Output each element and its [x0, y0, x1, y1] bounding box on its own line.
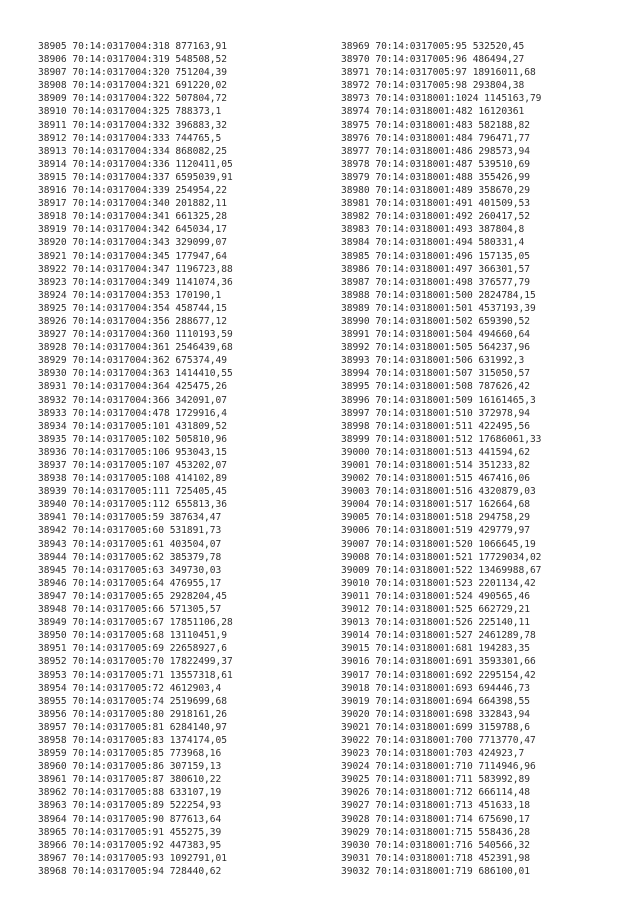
record-row: 38954 70:14:0317005:72 4612903,4 [38, 682, 222, 694]
record-row: 39027 70:14:0318001:713 451633,18 [341, 800, 530, 812]
record-row: 38967 70:14:0317005:93 1092791,01 [38, 852, 227, 864]
record-row: 39018 70:14:0318001:693 694446,73 [341, 682, 530, 694]
record-row: 39023 70:14:0318001:703 424923,7 [341, 748, 525, 760]
record-row: 39006 70:14:0318001:519 429779,97 [341, 525, 530, 537]
record-row: 38994 70:14:0318001:507 315050,57 [341, 368, 530, 380]
record-row: 38934 70:14:0317005:101 431809,52 [38, 420, 227, 432]
record-row: 38997 70:14:0318001:510 372978,94 [341, 407, 530, 419]
record-row: 39025 70:14:0318001:711 583992,89 [341, 774, 530, 786]
record-row: 38992 70:14:0318001:505 564237,96 [341, 342, 530, 354]
record-row: 39028 70:14:0318001:714 675690,17 [341, 813, 530, 825]
record-row: 38942 70:14:0317005:60 531891,73 [38, 525, 222, 537]
record-row: 38995 70:14:0318001:508 787626,42 [341, 381, 530, 393]
record-row: 38960 70:14:0317005:86 307159,13 [38, 761, 222, 773]
record-row: 38972 70:14:0317005:98 293804,38 [341, 80, 525, 92]
record-row: 38920 70:14:0317004:343 329099,07 [38, 237, 227, 249]
record-row: 38965 70:14:0317005:91 455275,39 [38, 826, 222, 838]
record-row: 38936 70:14:0317005:106 953043,15 [38, 446, 227, 458]
record-row: 38929 70:14:0317004:362 675374,49 [38, 355, 227, 367]
record-row: 39017 70:14:0318001:692 2295154,42 [341, 669, 536, 681]
record-row: 38951 70:14:0317005:69 22658927,6 [38, 643, 227, 655]
record-row: 38916 70:14:0317004:339 254954,22 [38, 185, 227, 197]
record-row: 38999 70:14:0318001:512 17686061,33 [341, 433, 542, 445]
record-row: 39032 70:14:0318001:719 686100,01 [341, 865, 530, 877]
record-row: 38946 70:14:0317005:64 476955,17 [38, 577, 222, 589]
record-row: 38983 70:14:0318001:493 387804,8 [341, 224, 525, 236]
record-row: 38971 70:14:0317005:97 18916011,68 [341, 67, 536, 79]
record-row: 38982 70:14:0318001:492 260417,52 [341, 211, 530, 223]
record-row: 39024 70:14:0318001:710 7114946,96 [341, 761, 536, 773]
record-row: 38939 70:14:0317005:111 725405,45 [38, 486, 227, 498]
right-record-column [341, 40, 631, 878]
record-row: 39016 70:14:0318001:691 3593301,66 [341, 656, 536, 668]
record-row: 39031 70:14:0318001:718 452391,98 [341, 852, 530, 864]
record-row: 38968 70:14:0317005:94 728440,62 [38, 865, 222, 877]
record-row: 38985 70:14:0318001:496 157135,05 [341, 250, 530, 262]
record-row: 38907 70:14:0317004:320 751204,39 [38, 67, 227, 79]
record-row: 38955 70:14:0317005:74 2519699,68 [38, 695, 227, 707]
record-row: 39030 70:14:0318001:716 540566,32 [341, 839, 530, 851]
record-row: 38976 70:14:0318001:484 796471,77 [341, 132, 530, 144]
record-row: 38912 70:14:0317004:333 744765,5 [38, 132, 222, 144]
record-row: 39029 70:14:0318001:715 558436,28 [341, 826, 530, 838]
record-row: 38938 70:14:0317005:108 414102,89 [38, 473, 227, 485]
record-row: 38974 70:14:0318001:482 16120361 [341, 106, 525, 118]
record-row: 38993 70:14:0318001:506 631992,3 [341, 355, 525, 367]
record-row: 39020 70:14:0318001:698 332843,94 [341, 708, 530, 720]
record-row: 39019 70:14:0318001:694 664398,55 [341, 695, 530, 707]
record-row: 38984 70:14:0318001:494 580331,4 [341, 237, 525, 249]
record-row: 38905 70:14:0317004:318 877163,91 [38, 41, 227, 52]
record-row: 38958 70:14:0317005:83 1374174,05 [38, 734, 227, 746]
record-row: 38970 70:14:0317005:96 486494,27 [341, 54, 525, 66]
record-row: 38969 70:14:0317005:95 532520,45 [341, 41, 525, 52]
record-row: 38911 70:14:0317004:332 396883,32 [38, 119, 227, 131]
record-row: 38945 70:14:0317005:63 349730,03 [38, 564, 222, 576]
record-row: 39021 70:14:0318001:699 3159788,6 [341, 721, 530, 733]
record-row: 38925 70:14:0317004:354 458744,15 [38, 302, 227, 314]
record-row: 38948 70:14:0317005:66 571305,57 [38, 604, 222, 616]
record-row: 38923 70:14:0317004:349 1141074,36 [38, 276, 233, 288]
record-row: 38977 70:14:0318001:486 298573,94 [341, 145, 530, 157]
record-row: 39009 70:14:0318001:522 13469988,67 [341, 564, 542, 576]
record-row: 38937 70:14:0317005:107 453202,07 [38, 460, 227, 471]
record-row: 38918 70:14:0317004:341 661325,28 [38, 211, 227, 223]
record-row: 38986 70:14:0318001:497 366301,57 [341, 263, 530, 275]
record-row: 38964 70:14:0317005:90 877613,64 [38, 813, 222, 825]
record-row: 38979 70:14:0318001:488 355426,99 [341, 171, 530, 183]
record-row: 38998 70:14:0318001:511 422495,56 [341, 420, 530, 432]
record-row: 39013 70:14:0318001:526 225140,11 [341, 617, 530, 629]
record-row: 39015 70:14:0318001:681 194283,35 [341, 643, 530, 655]
record-row: 38991 70:14:0318001:504 494660,64 [341, 329, 530, 341]
record-row: 39014 70:14:0318001:527 2461289,78 [341, 630, 536, 642]
record-row: 38981 70:14:0318001:491 401509,53 [341, 198, 530, 210]
record-row: 38914 70:14:0317004:336 1120411,05 [38, 158, 233, 170]
record-row: 38930 70:14:0317004:363 1414410,55 [38, 368, 233, 380]
record-row: 39012 70:14:0318001:525 662729,21 [341, 604, 530, 616]
record-row: 39008 70:14:0318001:521 17729034,02 [341, 551, 542, 563]
record-row: 38949 70:14:0317005:67 17851106,28 [38, 617, 233, 629]
record-row: 38941 70:14:0317005:59 387634,47 [38, 512, 222, 524]
record-row: 38961 70:14:0317005:87 380610,22 [38, 774, 222, 786]
record-row: 38928 70:14:0317004:361 2546439,68 [38, 342, 233, 354]
record-row: 38947 70:14:0317005:65 2928204,45 [38, 590, 227, 602]
record-row: 38919 70:14:0317004:342 645034,17 [38, 224, 227, 236]
record-row: 38973 70:14:0318001:1024 1145163,79 [341, 93, 542, 105]
record-row: 38953 70:14:0317005:71 13557318,61 [38, 669, 233, 681]
record-row: 38921 70:14:0317004:345 177947,64 [38, 250, 227, 262]
record-row: 38906 70:14:0317004:319 548508,52 [38, 54, 227, 66]
record-row: 38978 70:14:0318001:487 539510,69 [341, 158, 530, 170]
record-row: 38926 70:14:0317004:356 288677,12 [38, 315, 227, 327]
record-row: 38940 70:14:0317005:112 655813,36 [38, 499, 227, 511]
record-row: 38959 70:14:0317005:85 773968,16 [38, 748, 222, 760]
record-row: 38931 70:14:0317004:364 425475,26 [38, 381, 227, 393]
record-row: 38996 70:14:0318001:509 16161465,3 [341, 394, 536, 406]
record-row: 38924 70:14:0317004:353 170190,1 [38, 289, 222, 301]
record-row: 38987 70:14:0318001:498 376577,79 [341, 276, 530, 288]
record-row: 39001 70:14:0318001:514 351233,82 [341, 460, 530, 471]
record-row: 39000 70:14:0318001:513 441594,62 [341, 446, 530, 458]
record-row: 38990 70:14:0318001:502 659390,52 [341, 315, 530, 327]
record-row: 39026 70:14:0318001:712 666114,48 [341, 787, 530, 799]
record-row: 38956 70:14:0317005:80 2918161,26 [38, 708, 227, 720]
record-row: 38910 70:14:0317004:325 788373,1 [38, 106, 222, 118]
record-row: 38963 70:14:0317005:89 522254,93 [38, 800, 222, 812]
record-row: 39004 70:14:0318001:517 162664,68 [341, 499, 530, 511]
left-record-column [38, 40, 328, 878]
record-row: 38957 70:14:0317005:81 6284140,97 [38, 721, 227, 733]
record-row: 38952 70:14:0317005:70 17822499,37 [38, 656, 233, 668]
record-row: 38950 70:14:0317005:68 13110451,9 [38, 630, 227, 642]
record-row: 38933 70:14:0317004:478 1729916,4 [38, 407, 227, 419]
record-row: 38917 70:14:0317004:340 201882,11 [38, 198, 227, 210]
record-row: 39002 70:14:0318001:515 467416,06 [341, 473, 530, 485]
record-row: 38913 70:14:0317004:334 868082,25 [38, 145, 227, 157]
record-row: 38922 70:14:0317004:347 1196723,88 [38, 263, 233, 275]
record-row: 38975 70:14:0318001:483 582188,82 [341, 119, 530, 131]
record-row: 38908 70:14:0317004:321 691220,02 [38, 80, 227, 92]
record-row: 38932 70:14:0317004:366 342091,07 [38, 394, 227, 406]
record-row: 39007 70:14:0318001:520 1066645,19 [341, 538, 536, 550]
record-row: 38980 70:14:0318001:489 358670,29 [341, 185, 530, 197]
record-row: 39010 70:14:0318001:523 2201134,42 [341, 577, 536, 589]
record-row: 38915 70:14:0317004:337 6595039,91 [38, 171, 233, 183]
record-row: 39003 70:14:0318001:516 4320879,03 [341, 486, 536, 498]
record-row: 38988 70:14:0318001:500 2824784,15 [341, 289, 536, 301]
record-row: 38962 70:14:0317005:88 633107,19 [38, 787, 222, 799]
record-row: 38966 70:14:0317005:92 447383,95 [38, 839, 222, 851]
record-row: 38943 70:14:0317005:61 403504,07 [38, 538, 222, 550]
record-row: 38989 70:14:0318001:501 4537193,39 [341, 302, 536, 314]
record-row: 39011 70:14:0318001:524 490565,46 [341, 590, 530, 602]
record-row: 39022 70:14:0318001:700 7713770,47 [341, 734, 536, 746]
record-row: 38944 70:14:0317005:62 385379,78 [38, 551, 222, 563]
record-row: 39005 70:14:0318001:518 294758,29 [341, 512, 530, 524]
record-row: 38909 70:14:0317004:322 507804,72 [38, 93, 227, 105]
record-row: 38935 70:14:0317005:102 505810,96 [38, 433, 227, 445]
record-row: 38927 70:14:0317004:360 1110193,59 [38, 329, 233, 341]
